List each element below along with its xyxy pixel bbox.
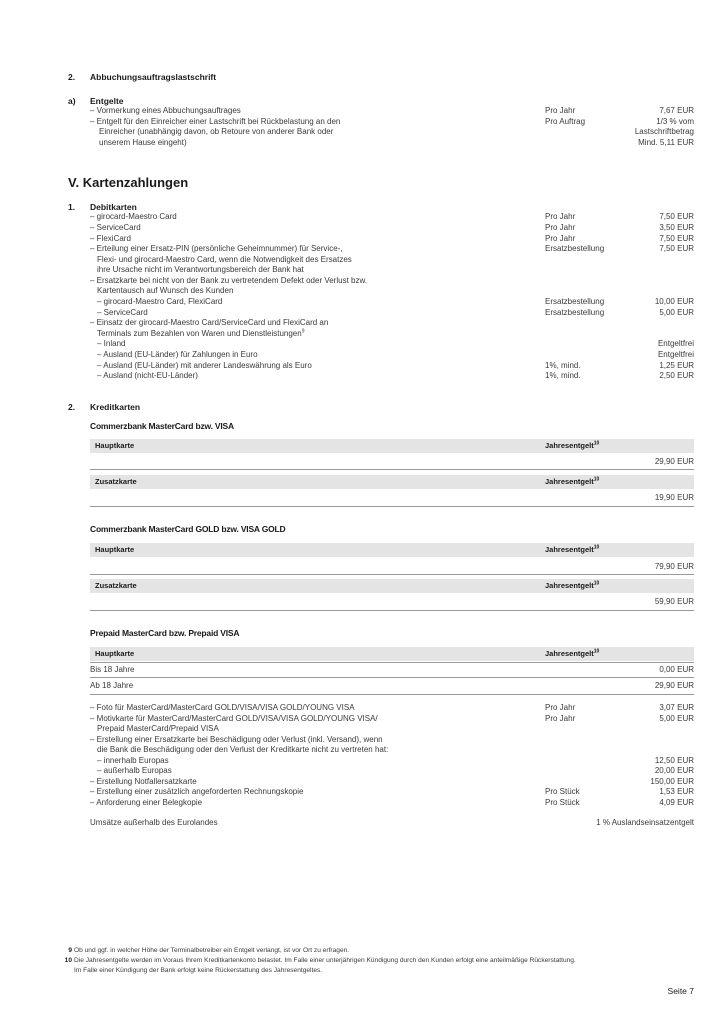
fee-price: 7,67 EUR	[659, 106, 694, 115]
fee-row	[0, 223, 728, 233]
fee-description	[97, 329, 304, 339]
footnote-text: Die Jahresentgelte werden im Voraus Ihrem Kreditkartenkonto belastet. Im Falle einer unterjährigen Kündigung durch den Kunden erfolgt eine anteilmäßige Rückerstattung.	[74, 957, 576, 964]
fee-price: 2,50 EUR	[659, 371, 694, 380]
fee-unit: Ersatzbestellung	[545, 244, 605, 253]
card-type-label: Zusatzkarte	[95, 477, 137, 486]
divider	[90, 610, 694, 611]
fee-price: 3,50 EUR	[659, 223, 694, 232]
fee-row	[0, 714, 728, 724]
fee-description: – außerhalb Europas	[97, 766, 172, 775]
subsection-title: Entgelte	[90, 96, 124, 106]
subsection-title: Kreditkarten	[90, 402, 141, 412]
fee-row	[0, 665, 728, 675]
fee-row	[0, 276, 728, 286]
fee-row	[0, 106, 728, 116]
fee-row	[0, 493, 728, 503]
footnote	[60, 956, 576, 965]
fee-price: 7,50 EUR	[659, 233, 694, 243]
fee-price: 4,09 EUR	[659, 797, 694, 807]
fee-description: – Ausland (EU-Länder) für Zahlungen in Euro	[97, 350, 258, 359]
fee-price: 19,90 EUR	[654, 493, 694, 502]
fee-row	[0, 597, 728, 607]
card-type-label: Hauptkarte	[95, 649, 135, 658]
fee-row	[0, 703, 728, 713]
fee-description: die Bank die Beschädigung oder den Verlust der Kreditkarte nicht zu vertreten hat:	[97, 745, 389, 754]
fee-row	[0, 681, 728, 691]
fee-row	[0, 787, 728, 797]
fee-row	[0, 745, 728, 755]
fee-row	[0, 265, 728, 275]
fee-row	[0, 798, 728, 808]
fee-unit: Pro Stück	[545, 797, 580, 807]
card-header-bar	[90, 579, 694, 593]
fee-description: Flexi- und girocard-Maestro Card, wenn die Notwendigkeit des Ersatzes	[97, 254, 352, 264]
fee-row	[0, 756, 728, 766]
card-header-bar	[90, 647, 694, 661]
fee-unit: 1%, mind.	[545, 360, 581, 370]
fee-row	[0, 255, 728, 265]
fee-price: 150,00 EUR	[650, 776, 694, 786]
chapter-title: V. Kartenzahlungen	[68, 175, 189, 190]
fee-price: Mind. 5,11 EUR	[638, 137, 694, 147]
fee-row	[0, 766, 728, 776]
fee-description: – Einsatz der girocard-Maestro Card/ServiceCard und FlexiCard an	[90, 318, 329, 327]
fee-description: ihre Ursache nicht im Verantwortungsbereich der Bank hat	[97, 265, 304, 274]
fee-description: – innerhalb Europas	[97, 755, 169, 765]
fee-row	[0, 297, 728, 307]
card-type-label: Hauptkarte	[95, 545, 135, 554]
divider	[90, 677, 694, 678]
fee-description: – Erstellung einer zusätzlich angeforderten Rechnungskopie	[90, 787, 304, 796]
annual-fee-header	[545, 545, 599, 555]
card-header-bar	[90, 543, 694, 557]
footnote-number: 10	[64, 957, 72, 964]
fee-price: 20,00 EUR	[654, 766, 694, 775]
fee-row	[0, 318, 728, 328]
fee-price: 10,00 EUR	[654, 297, 694, 306]
fee-row	[0, 244, 728, 254]
fee-row	[0, 361, 728, 371]
fee-description: – Foto für MasterCard/MasterCard GOLD/VISA/VISA GOLD/YOUNG VISA	[90, 703, 355, 712]
fee-unit: Ersatzbestellung	[545, 307, 605, 317]
card-title: Commerzbank MasterCard bzw. VISA	[90, 421, 234, 431]
fee-description: – Anforderung einer Belegkopie	[90, 797, 203, 807]
fee-unit: 1%, mind.	[545, 371, 581, 380]
footnote-text: Ob und ggf. in welcher Höhe der Terminalbetreiber ein Entgelt verlangt, ist vor Ort zu erfragen.	[74, 947, 350, 954]
fee-description: Umsätze außerhalb des Eurolandes	[90, 818, 218, 827]
fee-description: – FlexiCard	[90, 233, 131, 243]
divider	[90, 506, 694, 507]
fee-description: Prepaid MasterCard/Prepaid VISA	[97, 724, 219, 733]
fee-price: 12,50 EUR	[654, 755, 694, 765]
fee-unit: Pro Jahr	[545, 233, 576, 243]
fee-description: – Vormerkung eines Abbuchungsauftrages	[90, 106, 241, 115]
fee-unit: Pro Jahr	[545, 223, 576, 232]
fee-description: – Ersatzkarte bei nicht von der Bank zu vertretendem Defekt oder Verlust bzw.	[90, 275, 368, 285]
annual-fee-header	[545, 581, 599, 591]
fee-description: – girocard-Maestro Card	[90, 212, 177, 221]
fee-row	[0, 457, 728, 467]
fee-row	[0, 286, 728, 296]
footnote-ref: 10	[593, 580, 600, 587]
fee-price: 3,07 EUR	[659, 703, 694, 712]
subsection-title: Debitkarten	[90, 202, 137, 212]
fee-unit: Pro Auftrag	[545, 116, 586, 126]
fee-row	[0, 562, 728, 572]
card-header-bar	[90, 439, 694, 453]
annual-fee-header	[545, 649, 599, 659]
fee-row	[0, 371, 728, 381]
fee-description: – Ausland (EU-Länder) mit anderer Landeswährung als Euro	[97, 360, 312, 370]
fee-description: – Erstellung einer Ersatzkarte bei Beschädigung oder Verlust (inkl. Versand), wenn	[90, 734, 383, 744]
fee-price: 29,90 EUR	[654, 457, 694, 466]
card-type-label: Zusatzkarte	[95, 581, 137, 590]
fee-row	[0, 308, 728, 318]
footnote	[60, 966, 322, 975]
fee-row	[0, 350, 728, 360]
annual-fee-header-text: Jahresentgelt	[545, 477, 594, 486]
section-number: 2.	[68, 72, 76, 82]
fee-unit: Pro Jahr	[545, 713, 576, 723]
subsection-number: 2.	[68, 402, 76, 412]
fee-description: unserem Hause eingeht)	[99, 137, 187, 147]
fee-description: Einreicher (unabhängig davon, ob Retoure von anderer Bank oder	[99, 127, 334, 136]
subsection-number: 1.	[68, 202, 76, 212]
fee-row	[0, 117, 728, 127]
fee-price: Entgeltfrei	[657, 339, 694, 348]
fee-row	[0, 234, 728, 244]
subsection-number: a)	[68, 96, 76, 106]
fee-price: Lastschriftbetrag	[634, 127, 694, 136]
fee-price: 7,50 EUR	[659, 244, 694, 253]
fee-price: 0,00 EUR	[659, 665, 694, 674]
divider	[90, 469, 694, 470]
fee-unit: Pro Jahr	[545, 106, 576, 115]
annual-fee-header-text: Jahresentgelt	[545, 441, 594, 450]
age-label: Ab 18 Jahre	[90, 681, 134, 690]
fee-description: – Motivkarte für MasterCard/MasterCard GOLD/VISA/VISA GOLD/YOUNG VISA/	[90, 713, 378, 723]
annual-fee-header-text: Jahresentgelt	[545, 581, 594, 590]
footnote-text: Im Falle einer Kündigung der Bank erfolgt keine Rückerstattung des Jahresentgeltes.	[74, 967, 323, 974]
fee-description: – Erteilung einer Ersatz-PIN (persönliche Geheimnummer) für Service-,	[90, 244, 343, 253]
footnote	[60, 946, 349, 955]
footnote-ref: 9	[301, 327, 305, 334]
card-type-label: Hauptkarte	[95, 441, 135, 450]
fee-unit: Pro Jahr	[545, 212, 576, 221]
fee-row	[0, 777, 728, 787]
footnote-ref: 10	[593, 648, 600, 655]
fee-row	[0, 724, 728, 734]
fee-row	[0, 329, 728, 339]
card-header-bar	[90, 475, 694, 489]
fee-description: – ServiceCard	[90, 223, 141, 232]
footnote-ref: 10	[593, 440, 600, 447]
divider	[90, 574, 694, 575]
fee-description: – girocard-Maestro Card, FlexiCard	[97, 297, 223, 306]
footnote-ref: 10	[593, 544, 600, 551]
fee-row	[0, 138, 728, 148]
fee-row	[0, 339, 728, 349]
page-number: Seite 7	[667, 986, 694, 996]
footnote-ref: 10	[593, 476, 600, 483]
annual-fee-header-text: Jahresentgelt	[545, 649, 594, 658]
age-label: Bis 18 Jahre	[90, 665, 135, 674]
fee-price: 7,50 EUR	[659, 212, 694, 221]
annual-fee-header	[545, 441, 599, 451]
fee-unit: Ersatzbestellung	[545, 297, 605, 306]
fee-description: Kartentausch auf Wunsch des Kunden	[97, 286, 234, 295]
fee-description: – Erstellung Notfallersatzkarte	[90, 776, 197, 786]
fee-row	[0, 212, 728, 222]
fee-row	[0, 818, 728, 828]
fee-price: 29,90 EUR	[654, 681, 694, 690]
card-title: Commerzbank MasterCard GOLD bzw. VISA GOLD	[90, 524, 286, 534]
annual-fee-header	[545, 477, 599, 487]
card-title: Prepaid MasterCard bzw. Prepaid VISA	[90, 628, 240, 638]
fee-row	[0, 735, 728, 745]
fee-price: Entgeltfrei	[657, 350, 694, 359]
footnote-number: 9	[68, 947, 72, 954]
fee-price: 1,25 EUR	[659, 360, 694, 370]
fee-description-text: Terminals zum Bezahlen von Waren und Dienstleistungen	[97, 328, 302, 338]
fee-price: 5,00 EUR	[659, 307, 694, 317]
divider	[90, 694, 694, 695]
fee-price: 5,00 EUR	[659, 713, 694, 723]
fee-unit: Pro Stück	[545, 787, 580, 796]
divider	[90, 662, 694, 663]
fee-price: 1,53 EUR	[659, 787, 694, 796]
fee-price: 79,90 EUR	[654, 562, 694, 571]
annual-fee-header-text: Jahresentgelt	[545, 545, 594, 554]
section-title: Abbuchungsauftragslastschrift	[90, 72, 217, 82]
fee-description: – Inland	[97, 339, 126, 348]
fee-price: 1/3 % vom	[656, 116, 694, 126]
fee-description: – Entgelt für den Einreicher einer Lastschrift bei Rückbelastung an den	[90, 116, 341, 126]
fee-row	[0, 127, 728, 137]
fee-price: 59,90 EUR	[654, 597, 694, 606]
fee-price: 1 % Auslandseinsatzentgelt	[596, 818, 694, 827]
fee-unit: Pro Jahr	[545, 703, 576, 712]
fee-description: – Ausland (nicht-EU-Länder)	[97, 371, 198, 380]
fee-description: – ServiceCard	[97, 307, 148, 317]
